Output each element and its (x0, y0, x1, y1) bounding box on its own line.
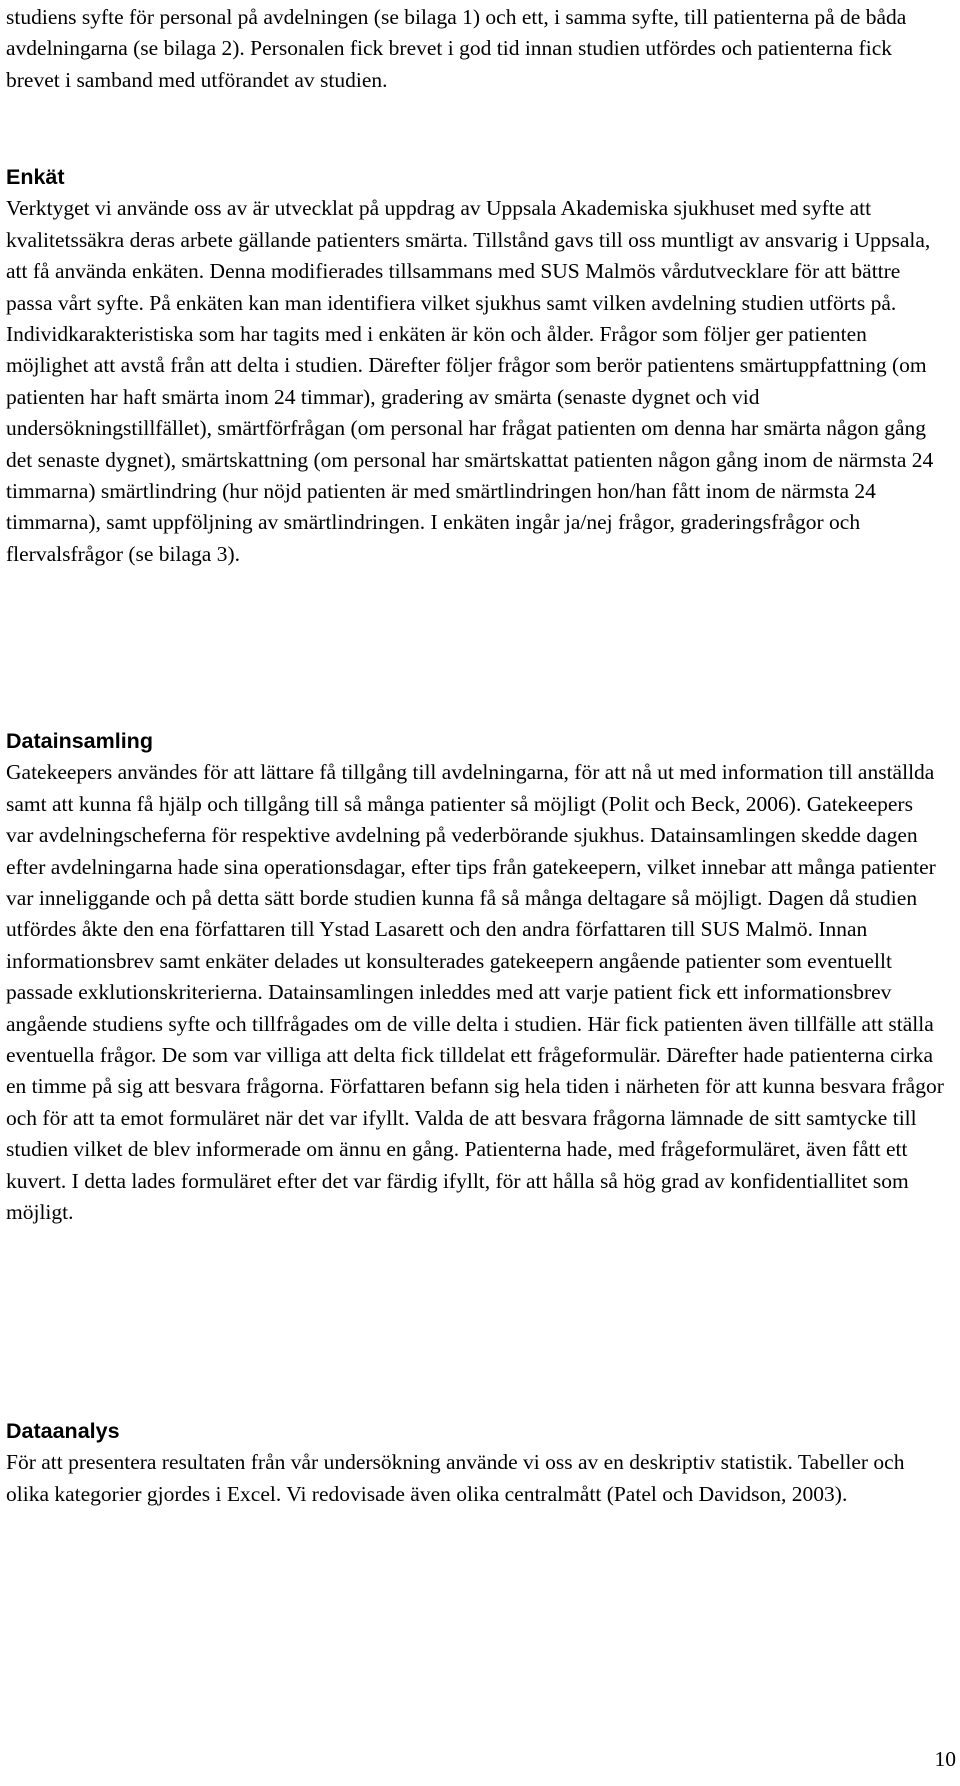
dataanalys-heading: Dataanalys (6, 1419, 120, 1443)
page-number: 10 (934, 1747, 956, 1771)
enkat-section (6, 162, 944, 570)
intro-paragraph: studiens syfte för personal på avdelningen (se bilaga 1) och ett, i samma syfte, till patienterna på de båda avdelningarna (se bilaga 2). Personalen fick brevet i god tid innan studien utfördes och patienterna fick brevet i samband med utförandet av studien. (6, 5, 907, 92)
dataanalys-paragraph: För att presentera resultaten från vår undersökning använde vi oss av en deskriptiv statistik. Tabeller och olika kategorier gjordes i Excel. Vi redovisade även olika centralmått (Patel och Davidson, 2003). (6, 1450, 905, 1506)
intro-section (6, 2, 944, 96)
datainsamling-paragraph: Gatekeepers användes för att lättare få tillgång till avdelningarna, för att nå ut med information till anställda samt att kunna få hjälp och tillgång till så många patienter så möjligt (Polit och Beck, 2006). Gatekeepers var avdelningscheferna för respektive avdelning på vederbörande sjukhus. Datainsamlingen skedde dagen efter avdelningarna hade sina operationsdagar, efter tips från gatekeepern, vilket innebar att många patienter var inneliggande och på detta sätt borde studien kunna få så många deltagare så möjligt. Dagen då studien utfördes åkte den ena författaren till Ystad Lasarett och den andra författaren till SUS Malmö. Innan informationsbrev samt enkäter delades ut konsulterades gatekeepern angående patienter som eventuellt passade exklutionskriterierna. Datainsamlingen inleddes med att varje patient fick ett informationsbrev angående studiens syfte och tillfrågades om de ville delta i studien. Här fick patienten även tillfälle att ställa eventuella frågor. De som var villiga att delta fick tilldelat ett frågeformulär. Därefter hade patienterna cirka en timme på sig att besvara frågorna. Författaren befann sig hela tiden i närheten för att kunna besvara frågor och för att ta emot formuläret när det var ifyllt. Valda de att besvara frågorna lämnade de sitt samtycke till studien vilket de blev informerade om ännu en gång. Patienterna hade, med frågeformuläret, även fått ett kuvert. I detta lades formuläret efter det var färdig ifyllt, för att hålla så hög grad av konfidentiallitet som möjligt. (6, 760, 944, 1225)
dataanalys-section (6, 1416, 944, 1510)
enkat-heading: Enkät (6, 165, 65, 189)
datainsamling-section (6, 726, 944, 1229)
enkat-paragraph: Verktyget vi använde oss av är utvecklat på uppdrag av Uppsala Akademiska sjukhuset med syfte att kvalitetssäkra deras arbete gällande patienters smärta. Tillstånd gavs till oss muntligt av ansvarig i Uppsala, att få använda enkäten. Denna modifierades tillsammans med SUS Malmös vårdutvecklare för att bättre passa vårt syfte. På enkäten kan man identifiera vilket sjukhus samt vilken avdelning studien utförts på. Individkarakteristiska som har tagits med i enkäten är kön och ålder. Frågor som följer ger patienten möjlighet att avstå från att delta i studien. Därefter följer frågor som berör patientens smärtuppfattning (om patienten har haft smärta inom 24 timmar), gradering av smärta (senaste dygnet och vid undersökningstillfället), smärtförfrågan (om personal har frågat patienten om denna har smärta någon gång det senaste dygnet), smärtskattning (om personal har smärtskattat patienten någon gång inom de närmsta 24 timmarna) smärtlindring (hur nöjd patienten är med smärtlindringen hon/han fått inom de närmsta 24 timmarna), samt uppföljning av smärtlindringen. I enkäten ingår ja/nej frågor, graderingsfrågor och flervalsfrågor (se bilaga 3). (6, 196, 934, 566)
datainsamling-heading: Datainsamling (6, 729, 153, 753)
